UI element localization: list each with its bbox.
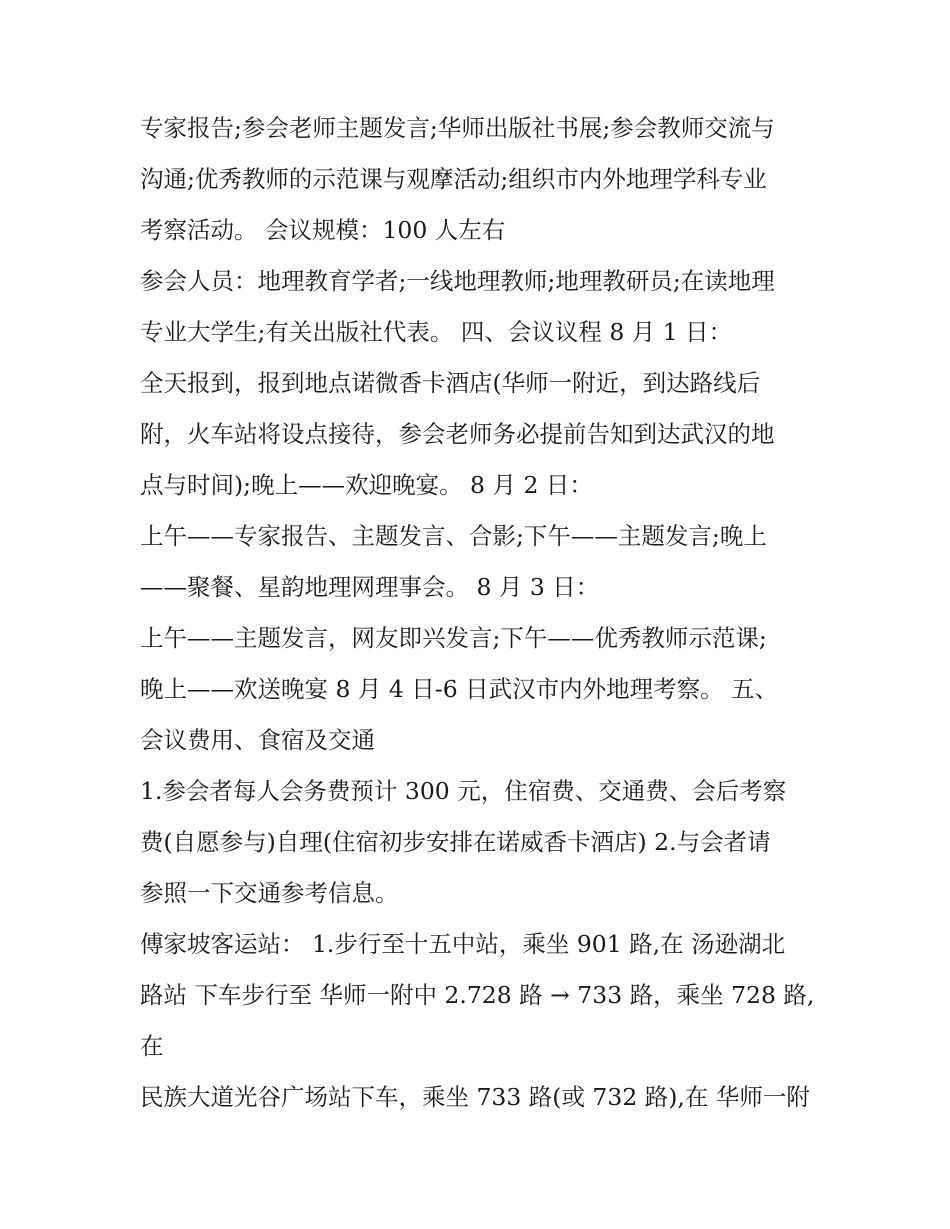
text-line: 考察活动。 会议规模：100 人左右: [140, 216, 506, 244]
text-line: 会议费用、食宿及交通: [140, 726, 375, 754]
text-line: 专业大学生;有关出版社代表。 四、会议议程 8 月 1 日：: [140, 318, 733, 346]
text-line: 民族大道光谷广场站下车，乘坐 733 路(或 732 路),在 华师一附: [140, 1083, 810, 1111]
text-line: 沟通;优秀教师的示范课与观摩活动;组织市内外地理学科专业: [140, 165, 767, 193]
document-body: [140, 103, 820, 1123]
text-line: 全天报到，报到地点诺微香卡酒店(华师一附近，到达路线后: [140, 369, 761, 397]
text-line: 傅家坡客运站： 1.步行至十五中站，乘坐 901 路,在 汤逊湖北: [140, 930, 786, 958]
text-line: 参照一下交通参考信息。: [140, 879, 399, 907]
text-line: 晚上——欢送晚宴 8 月 4 日-6 日武汉市内外地理考察。 五、: [140, 675, 779, 703]
text-line: 1.参会者每人会务费预计 300 元，住宿费、交通费、会后考察: [140, 777, 787, 805]
text-line: 路站 下车步行至 华师一附中 2.728 路 → 733 路，乘坐 728 路,: [140, 981, 815, 1009]
text-line: 在: [140, 1032, 164, 1060]
text-line: 专家报告;参会老师主题发言;华师出版社书展;参会教师交流与: [140, 114, 775, 142]
text-line: 上午——专家报告、主题发言、合影;下午——主题发言;晚上: [140, 522, 767, 550]
text-line: 点与时间);晚上——欢迎晚宴。 8 月 2 日：: [140, 471, 593, 499]
text-line: 费(自愿参与)自理(住宿初步安排在诺威香卡酒店) 2.与会者请: [140, 828, 771, 856]
text-line: 参会人员：地理教育学者;一线地理教师;地理教研员;在读地理: [140, 267, 775, 295]
text-line: 附，火车站将设点接待，参会老师务必提前告知到达武汉的地: [140, 420, 775, 448]
text-line: 上午——主题发言，网友即兴发言;下午——优秀教师示范课;: [140, 624, 767, 652]
text-line: ——聚餐、星韵地理网理事会。 8 月 3 日：: [140, 573, 600, 601]
